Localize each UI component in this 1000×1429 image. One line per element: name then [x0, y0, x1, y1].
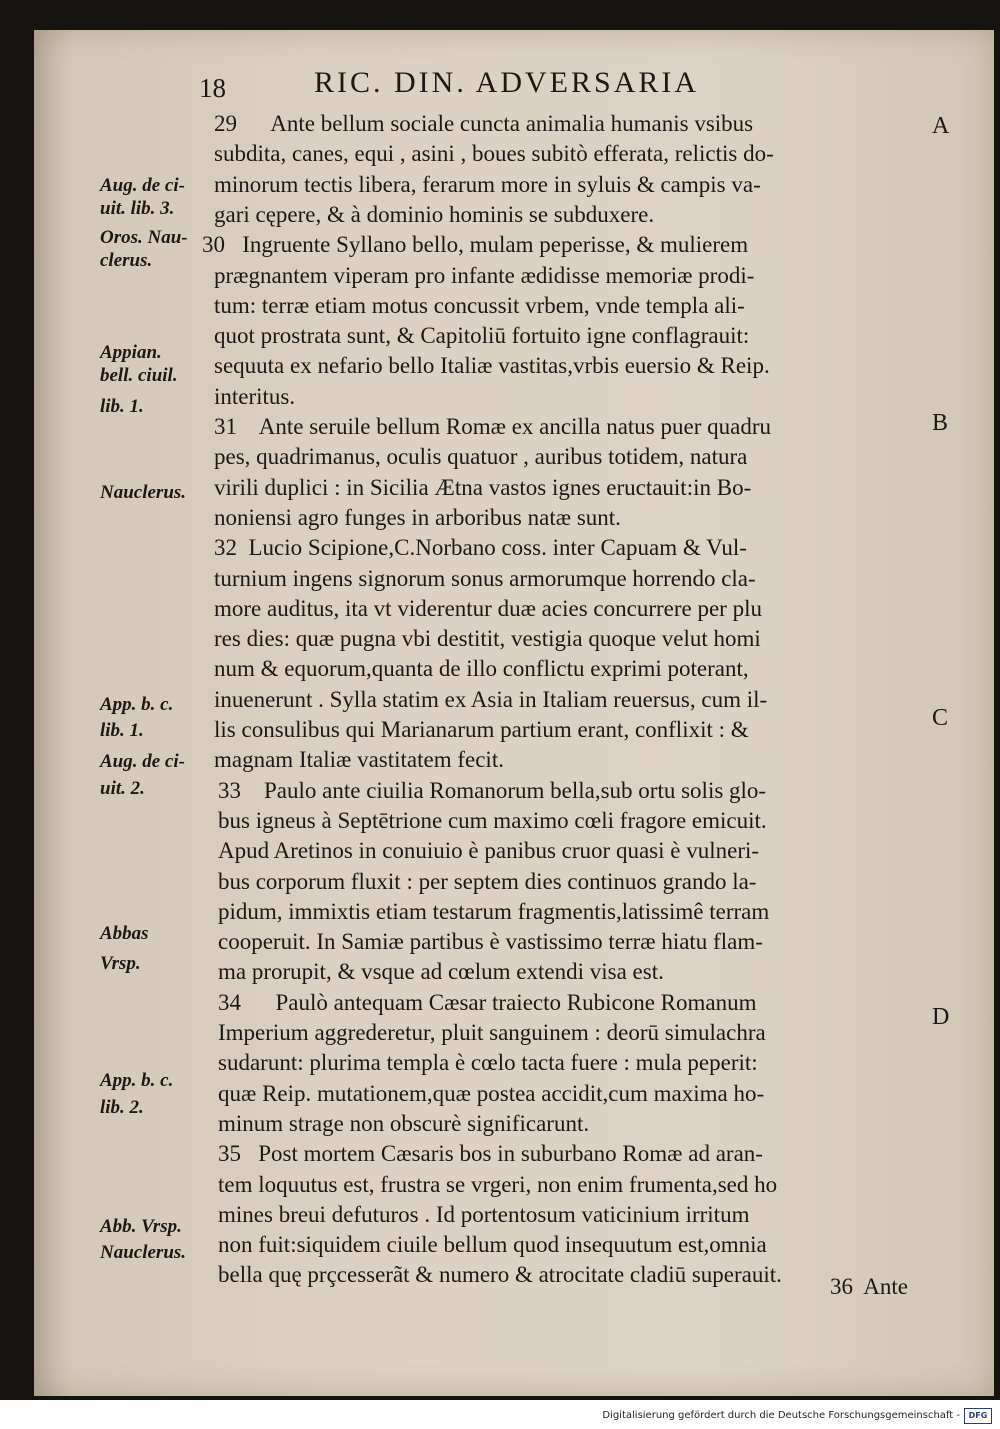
- marginal-note: Nauclerus.: [100, 1242, 187, 1263]
- body-line: prægnantem viperam pro infante ædidisse memoriæ prodi-: [214, 262, 755, 288]
- body-line: 32 Lucio Scipione,C.Norbano coss. inter Capuam & Vul-: [214, 535, 747, 561]
- marginal-note: Aug. de ci-: [100, 175, 185, 196]
- body-line: 35 Post mortem Cæsaris bos in suburbano Romæ ad aran-: [218, 1141, 763, 1167]
- marginal-note: lib. 1.: [100, 396, 144, 417]
- marginal-note: Oros. Nau-: [100, 227, 188, 248]
- body-line: bus igneus à Septētrione cum maximo cœli fragore emicuit.: [218, 807, 767, 833]
- body-line: turnium ingens signorum sonus armorumque horrendo cla-: [214, 565, 756, 591]
- marginal-note: App. b. c.: [100, 1070, 174, 1091]
- body-line: 33 Paulo ante ciuilia Romanorum bella,sub ortu solis glo-: [218, 777, 767, 803]
- section-letter: A: [932, 113, 950, 139]
- body-line: gari cępere, & à dominio hominis se subduxere.: [214, 201, 655, 227]
- marginal-note: App. b. c.: [100, 694, 174, 715]
- body-line: more auditus, ita vt viderentur duæ acies concurrere per plu: [214, 595, 762, 621]
- body-line: lis consulibus qui Marianarum partium erant, conflixit : &: [214, 717, 749, 742]
- body-line: subdita, canes, equi , asini , boues subitò efferata, relictis do-: [214, 141, 774, 167]
- body-line: Apud Aretinos in conuiuio è panibus cruor quasi è vulneri-: [218, 838, 760, 864]
- body-line: 31 Ante seruile bellum Romæ ex ancilla natus puer quadru: [214, 414, 771, 439]
- body-line: 34 Paulò antequam Cæsar traiecto Rubicone Romanum: [218, 989, 757, 1015]
- marginal-note: lib. 2.: [100, 1097, 144, 1118]
- marginal-note: uit. 2.: [100, 778, 145, 799]
- body-line: tem loquutus est, frustra se vrgeri, non enim frumenta,sed ho: [218, 1171, 778, 1197]
- footer-credit: Digitalisierung gefördert durch die Deutsche Forschungsgemeinschaft -: [602, 1410, 960, 1421]
- marginal-note: uit. lib. 3.: [100, 198, 175, 219]
- section-letter: D: [932, 1004, 950, 1030]
- running-head: RIC. DIN. ADVERSARIA: [314, 66, 700, 99]
- body-line: 29 Ante bellum sociale cuncta animalia humanis vsibus: [214, 111, 754, 136]
- body-line: virili duplici : in Sicilia Ætna vastos ignes eructauit:in Bo-: [214, 474, 752, 500]
- body-line: non fuit:siquidem ciuile bellum quod insequutum est,omnia: [218, 1232, 767, 1258]
- marginal-note: Nauclerus.: [100, 482, 187, 503]
- marginal-note: clerus.: [100, 250, 153, 271]
- body-line: pes, quadrimanus, oculis quatuor , auribus totidem, natura: [214, 444, 748, 470]
- body-line: minum strage non obscurè significarunt.: [218, 1110, 590, 1136]
- book-page: [34, 30, 994, 1396]
- marginal-note: lib. 1.: [100, 720, 144, 741]
- body-line: num & equorum,quanta de illo conflictu exprimi poterant,: [214, 656, 749, 682]
- body-line: magnam Italiæ vastitatem fecit.: [214, 747, 504, 773]
- marginal-note: Abb. Vrsp.: [100, 1216, 182, 1237]
- marginal-note: bell. ciuil.: [100, 365, 178, 386]
- body-line: 30 Ingruente Syllano bello, mulam peperisse, & mulierem: [202, 232, 749, 258]
- body-line: mines breui defuturos . Id portentosum vaticinium irritum: [218, 1201, 750, 1227]
- marginal-note: Appian.: [100, 342, 162, 363]
- body-line: res dies: quæ pugna vbi destitit, vestigia quoque velut homi: [214, 626, 761, 652]
- body-line: bus corporum fluxit : per septem dies continuos grando la-: [218, 868, 757, 894]
- body-line: minorum tectis libera, ferarum more in syluis & campis va-: [214, 171, 761, 197]
- dfg-logo: DFG: [964, 1408, 992, 1424]
- body-line: quot prostrata sunt, & Capitoliū fortuito igne conflagrauit:: [214, 323, 750, 349]
- body-line: pidum, immixtis etiam testarum fragmentis,latissimê terram: [218, 898, 770, 924]
- body-line: interitus.: [214, 383, 296, 409]
- section-letter: B: [932, 410, 949, 436]
- body-line: noniensi agro funges in arboribus natæ sunt.: [214, 504, 621, 530]
- body-line: inuenerunt . Sylla statim ex Asia in Italiam reuersus, cum il-: [214, 686, 768, 712]
- marginal-note: Abbas: [100, 923, 149, 944]
- body-line: tum: terræ etiam motus concussit vrbem, vnde templa ali-: [214, 292, 745, 318]
- body-line: ma prorupit, & vsque ad cœlum extendi visa est.: [218, 959, 664, 985]
- body-line: sequuta ex nefario bello Italiæ vastitas,vrbis euersio & Reip.: [214, 353, 770, 379]
- body-line: sudarunt: plurima templa è cœlo tacta fuere : mula peperit:: [218, 1050, 758, 1076]
- catchword: 36 Ante: [830, 1274, 908, 1299]
- marginal-note: Aug. de ci-: [100, 751, 185, 772]
- body-line: cooperuit. In Samiæ partibus è vastissimo terræ hiatu flam-: [218, 929, 763, 955]
- digitization-footer: [0, 1400, 1000, 1429]
- marginal-note: Vrsp.: [100, 953, 141, 974]
- page-number: 18: [199, 73, 226, 103]
- body-line: Imperium aggrederetur, pluit sanguinem : deorū simulachra: [218, 1020, 766, 1045]
- section-letter: C: [932, 705, 949, 731]
- body-line: quæ Reip. mutationem,quæ postea accidit,cum maxima ho-: [218, 1080, 765, 1106]
- body-line: bella quę prçcesserãt & numero & atrocitate cladiū superauit.: [218, 1262, 782, 1288]
